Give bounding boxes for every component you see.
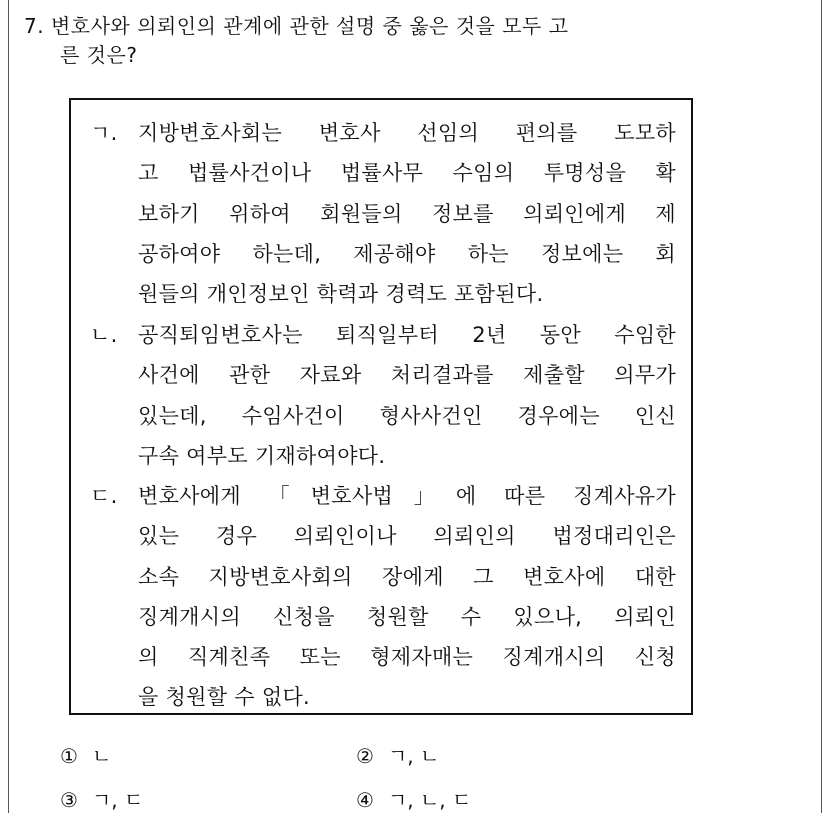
option-number: ④: [356, 788, 374, 812]
statement-a-line: 공하여야 하는데, 제공해야 하는 정보에는 회: [138, 241, 676, 266]
statement-c-line: 을 청원할 수 없다.: [138, 685, 311, 710]
statement-c-line: 소속 지방변호사회의 장에게 그 변호사에 대한: [138, 564, 676, 589]
question-line-2: 른 것은?: [60, 43, 138, 67]
option-number: ①: [60, 744, 78, 768]
answer-option-2[interactable]: [356, 740, 439, 769]
statement-c-line: 징계개시의 신청을 청원할 수 있으나, 의뢰인: [138, 604, 676, 629]
option-text: ㄴ: [91, 744, 112, 768]
statement-c-marker: ㄷ.: [90, 484, 118, 508]
answer-option-4[interactable]: [356, 784, 471, 813]
statement-b: [90, 315, 676, 476]
option-number: ②: [356, 744, 374, 768]
statement-c-line: 변호사에게 「변호사법」에 따른 징계사유가: [138, 484, 676, 508]
statement-c-line: 의 직계친족 또는 형제자매는 징계개시의 신청: [138, 645, 676, 670]
statement-b-line: 사건에 관한 자료와 처리결과를 제출할 의무가: [138, 363, 676, 388]
answer-option-3[interactable]: [60, 784, 143, 813]
statement-c-line: 있는 경우 의뢰인이나 의뢰인의 법정대리인은: [138, 524, 676, 549]
statement-a: [90, 113, 676, 314]
option-text: ㄱ, ㄷ: [91, 788, 144, 812]
statement-b-line: 구속 여부도 기재하여야다.: [138, 443, 386, 468]
statement-b-line: 공직퇴임변호사는 퇴직일부터 2년 동안 수임한: [138, 323, 676, 347]
statement-b-marker: ㄴ.: [90, 323, 118, 347]
answer-option-1[interactable]: [60, 740, 111, 769]
statement-a-line: 원들의 개인정보인 학력과 경력도 포함된다.: [138, 282, 544, 307]
statement-a-line: 보하기 위하여 회원들의 정보를 의뢰인에게 제: [138, 201, 676, 226]
statement-b-line: 있는데, 수임사건이 형사사건인 경우에는 인신: [138, 403, 676, 428]
question-line-1: 7. 변호사와 의뢰인의 관계에 관한 설명 중 옳은 것을 모두 고: [24, 14, 569, 38]
option-text: ㄱ, ㄴ, ㄷ: [387, 788, 472, 812]
statement-box: [69, 98, 693, 715]
option-number: ③: [60, 788, 78, 812]
statement-a-line: 고 법률사건이나 법률사무 수임의 투명성을 확: [138, 161, 676, 186]
statement-c: [90, 476, 676, 718]
statement-a-line: 지방변호사회는 변호사 선임의 편의를 도모하: [138, 121, 676, 145]
statement-a-marker: ㄱ.: [90, 121, 118, 145]
question-stem: [24, 12, 754, 70]
option-text: ㄱ, ㄴ: [387, 744, 440, 768]
